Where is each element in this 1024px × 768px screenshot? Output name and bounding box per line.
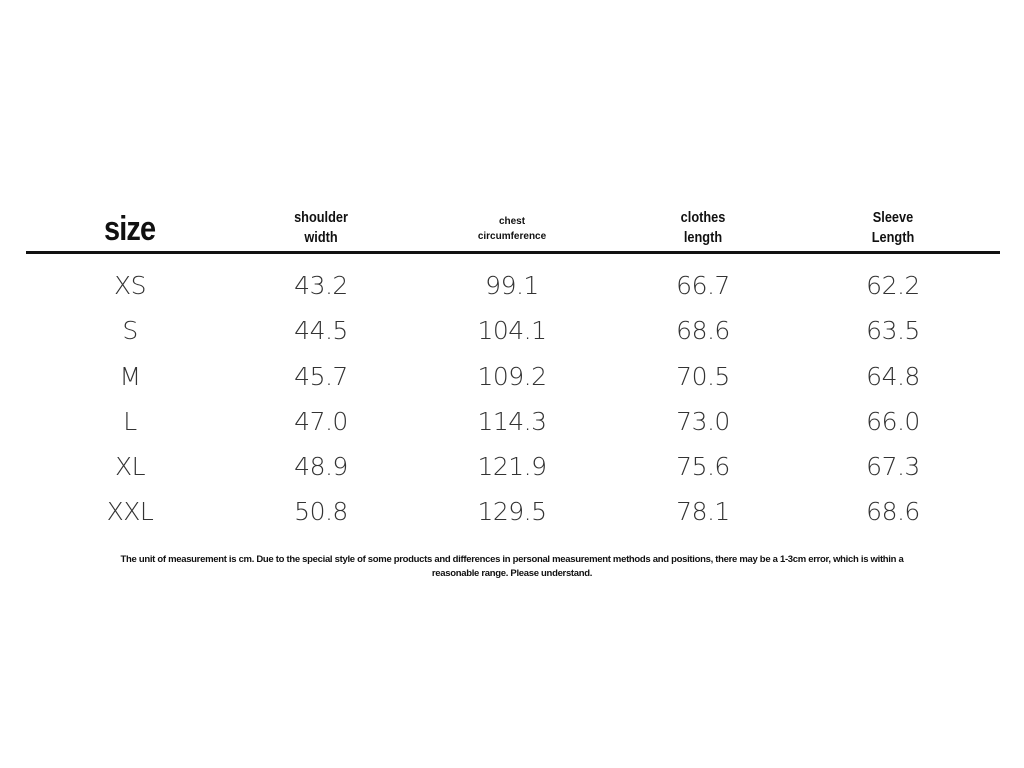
header-line: clothes (680, 209, 726, 226)
shoulder-width-cell: 50.8 (294, 497, 348, 527)
table-row (0, 271, 1024, 316)
sleeve-length-cell: 62.2 (866, 271, 920, 300)
measurement-note: The unit of measurement is cm. Due to the special style of some products and differences in personal measurement methods and positions, there may be a 1-3cm error, which is within a reasonable range. Please understand. (120, 554, 904, 579)
clothes-length-cell: 75.6 (676, 452, 730, 482)
header-line: width (304, 228, 338, 246)
chest-circumference-cell: 121.9 (477, 452, 547, 482)
shoulder-width-cell: 45.7 (294, 361, 348, 391)
size-cell: XL (114, 452, 146, 482)
sleeve-length-header (868, 208, 918, 247)
chest-circumference-cell: 129.5 (477, 497, 547, 527)
chest-circumference-header (478, 214, 546, 244)
clothes-length-cell: 68.6 (676, 316, 730, 346)
header-divider (26, 251, 1000, 254)
sleeve-length-cell: 64.8 (866, 361, 920, 391)
clothes-length-header (677, 208, 730, 247)
header-line: length (683, 228, 723, 246)
table-row (0, 407, 1024, 452)
clothes-length-cell: 70.5 (676, 361, 730, 391)
chest-circumference-cell: 114.3 (477, 406, 547, 436)
sleeve-length-cell: 63.5 (866, 316, 920, 346)
clothes-length-cell: 78.1 (676, 497, 730, 527)
chest-circumference-cell: 109.2 (477, 361, 547, 391)
sleeve-length-cell: 68.6 (866, 497, 920, 527)
header-line: chest (498, 216, 526, 227)
chest-circumference-cell: 104.1 (477, 316, 547, 346)
size-column-header: size (104, 210, 156, 248)
table-row (0, 452, 1024, 497)
sleeve-length-cell: 67.3 (866, 452, 920, 482)
shoulder-width-cell: 47.0 (294, 406, 348, 436)
chest-circumference-cell: 99.1 (485, 271, 539, 300)
shoulder-width-cell: 48.9 (294, 452, 348, 482)
sleeve-length-cell: 66.0 (866, 406, 920, 436)
clothes-length-cell: 66.7 (676, 271, 730, 300)
table-row (0, 497, 1024, 542)
size-cell: M (119, 361, 141, 391)
table-row (0, 362, 1024, 407)
shoulder-width-cell: 43.2 (294, 271, 348, 300)
shoulder-width-header (289, 208, 352, 247)
table-row (0, 316, 1024, 361)
header-line: Sleeve (872, 209, 914, 226)
shoulder-width-cell: 44.5 (294, 316, 348, 346)
size-cell: XS (114, 271, 146, 300)
size-cell: S (122, 316, 138, 346)
header-line: circumference (477, 231, 547, 242)
header-line: shoulder (294, 209, 348, 226)
header-line: Length (871, 228, 915, 246)
size-cell: L (123, 406, 137, 436)
size-cell: XXL (106, 497, 154, 527)
clothes-length-cell: 73.0 (676, 406, 730, 436)
size-table-body (0, 271, 1024, 543)
